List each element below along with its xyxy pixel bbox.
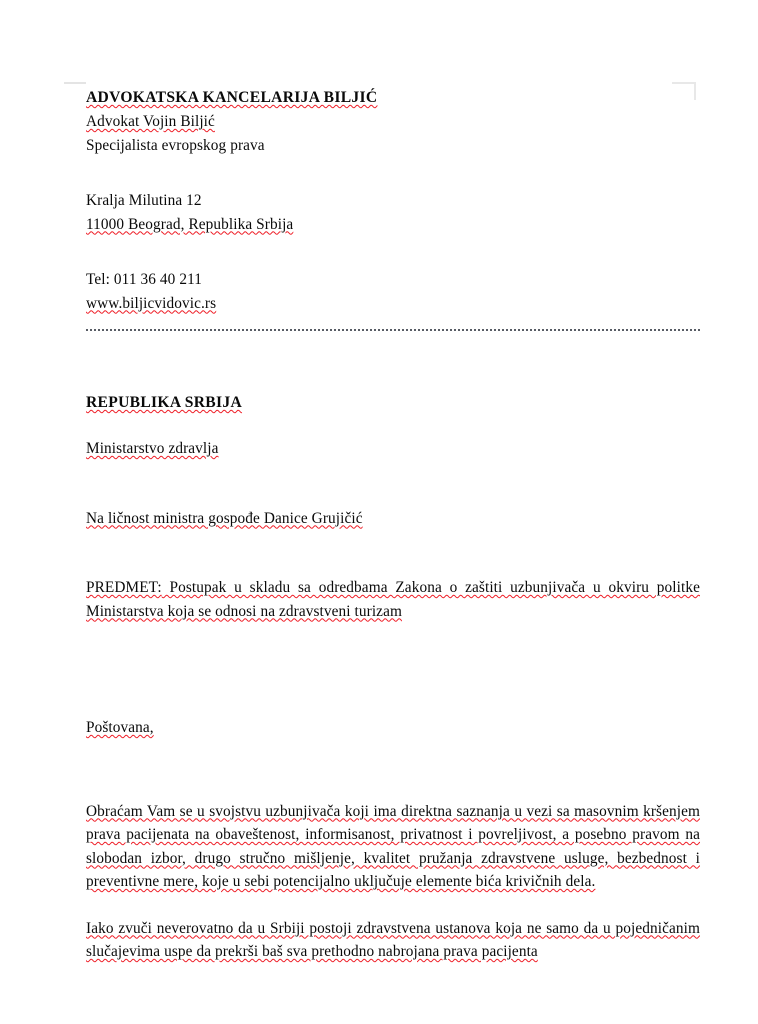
- spacer: [86, 895, 700, 917]
- recipient-country: REPUBLIKA SRBIJA: [86, 394, 243, 411]
- spacer: [86, 461, 700, 507]
- letterhead-lawyer-name: Advokat Vojin Biljić: [86, 113, 215, 130]
- subject-line: [86, 576, 700, 623]
- salutation: Poštovana,: [86, 719, 154, 736]
- margin-corner-mark-top-left: [64, 82, 86, 98]
- subject-label: PREDMET:: [86, 579, 162, 596]
- spacer: [86, 157, 700, 189]
- body-paragraph-2: Iako zvuči neverovatno da u Srbiji postoji zdravstvena ustanova koja ne samo da u pojedničanim slučajevima uspe da prekrši baš sva prethodno nabrojana prava pacijenta: [86, 919, 700, 960]
- address-street: Kralja Milutina 12: [86, 192, 202, 209]
- address-city-line: 11000 Beograd, Republika Srbija: [86, 215, 294, 233]
- recipient-ministry: Ministarstvo zdravlja: [86, 440, 219, 457]
- spacer: [86, 236, 700, 268]
- document-content: [86, 86, 700, 965]
- contact-phone: Tel: 011 36 40 211: [86, 271, 203, 288]
- contact-website: www.biljicvidovic.rs: [86, 294, 217, 312]
- spacer: [86, 624, 700, 684]
- spacer: [86, 415, 700, 437]
- body-paragraph-1: Obraćam Vam se u svojstvu uzbunjivača koji ima direktna saznanja u vezi sa masovnim kršenjem prava pacijenata na obaveštenost, informisanost, privatnost i povreljivost, a posebno pravom na slobodan izbor, drugo stručno mišljenje, kvalitet pružanja zdravstvene usluge, bezbednost i preventivne mere, koje u sebi potencijalno uključuje elemente bića krivičnih dela.: [86, 802, 700, 890]
- letterhead-specialization: Specijalista evropskog prava: [86, 136, 265, 154]
- spacer: [86, 530, 700, 576]
- spacer: [86, 684, 700, 716]
- letterhead-firm-name: ADVOKATSKA KANCELARIJA BILJIĆ: [86, 89, 378, 106]
- letterhead-divider: [86, 329, 700, 331]
- spacer: [86, 331, 700, 391]
- recipient-attention: Na ličnost ministra gospođe Danice Grujičić: [86, 509, 363, 527]
- spacer: [86, 740, 700, 800]
- subject-text: Postupak u skladu sa odredbama Zakona o zaštiti uzbunjivača u okviru politke Ministarstva koja se odnosi na zdravstveni turizam: [86, 579, 700, 620]
